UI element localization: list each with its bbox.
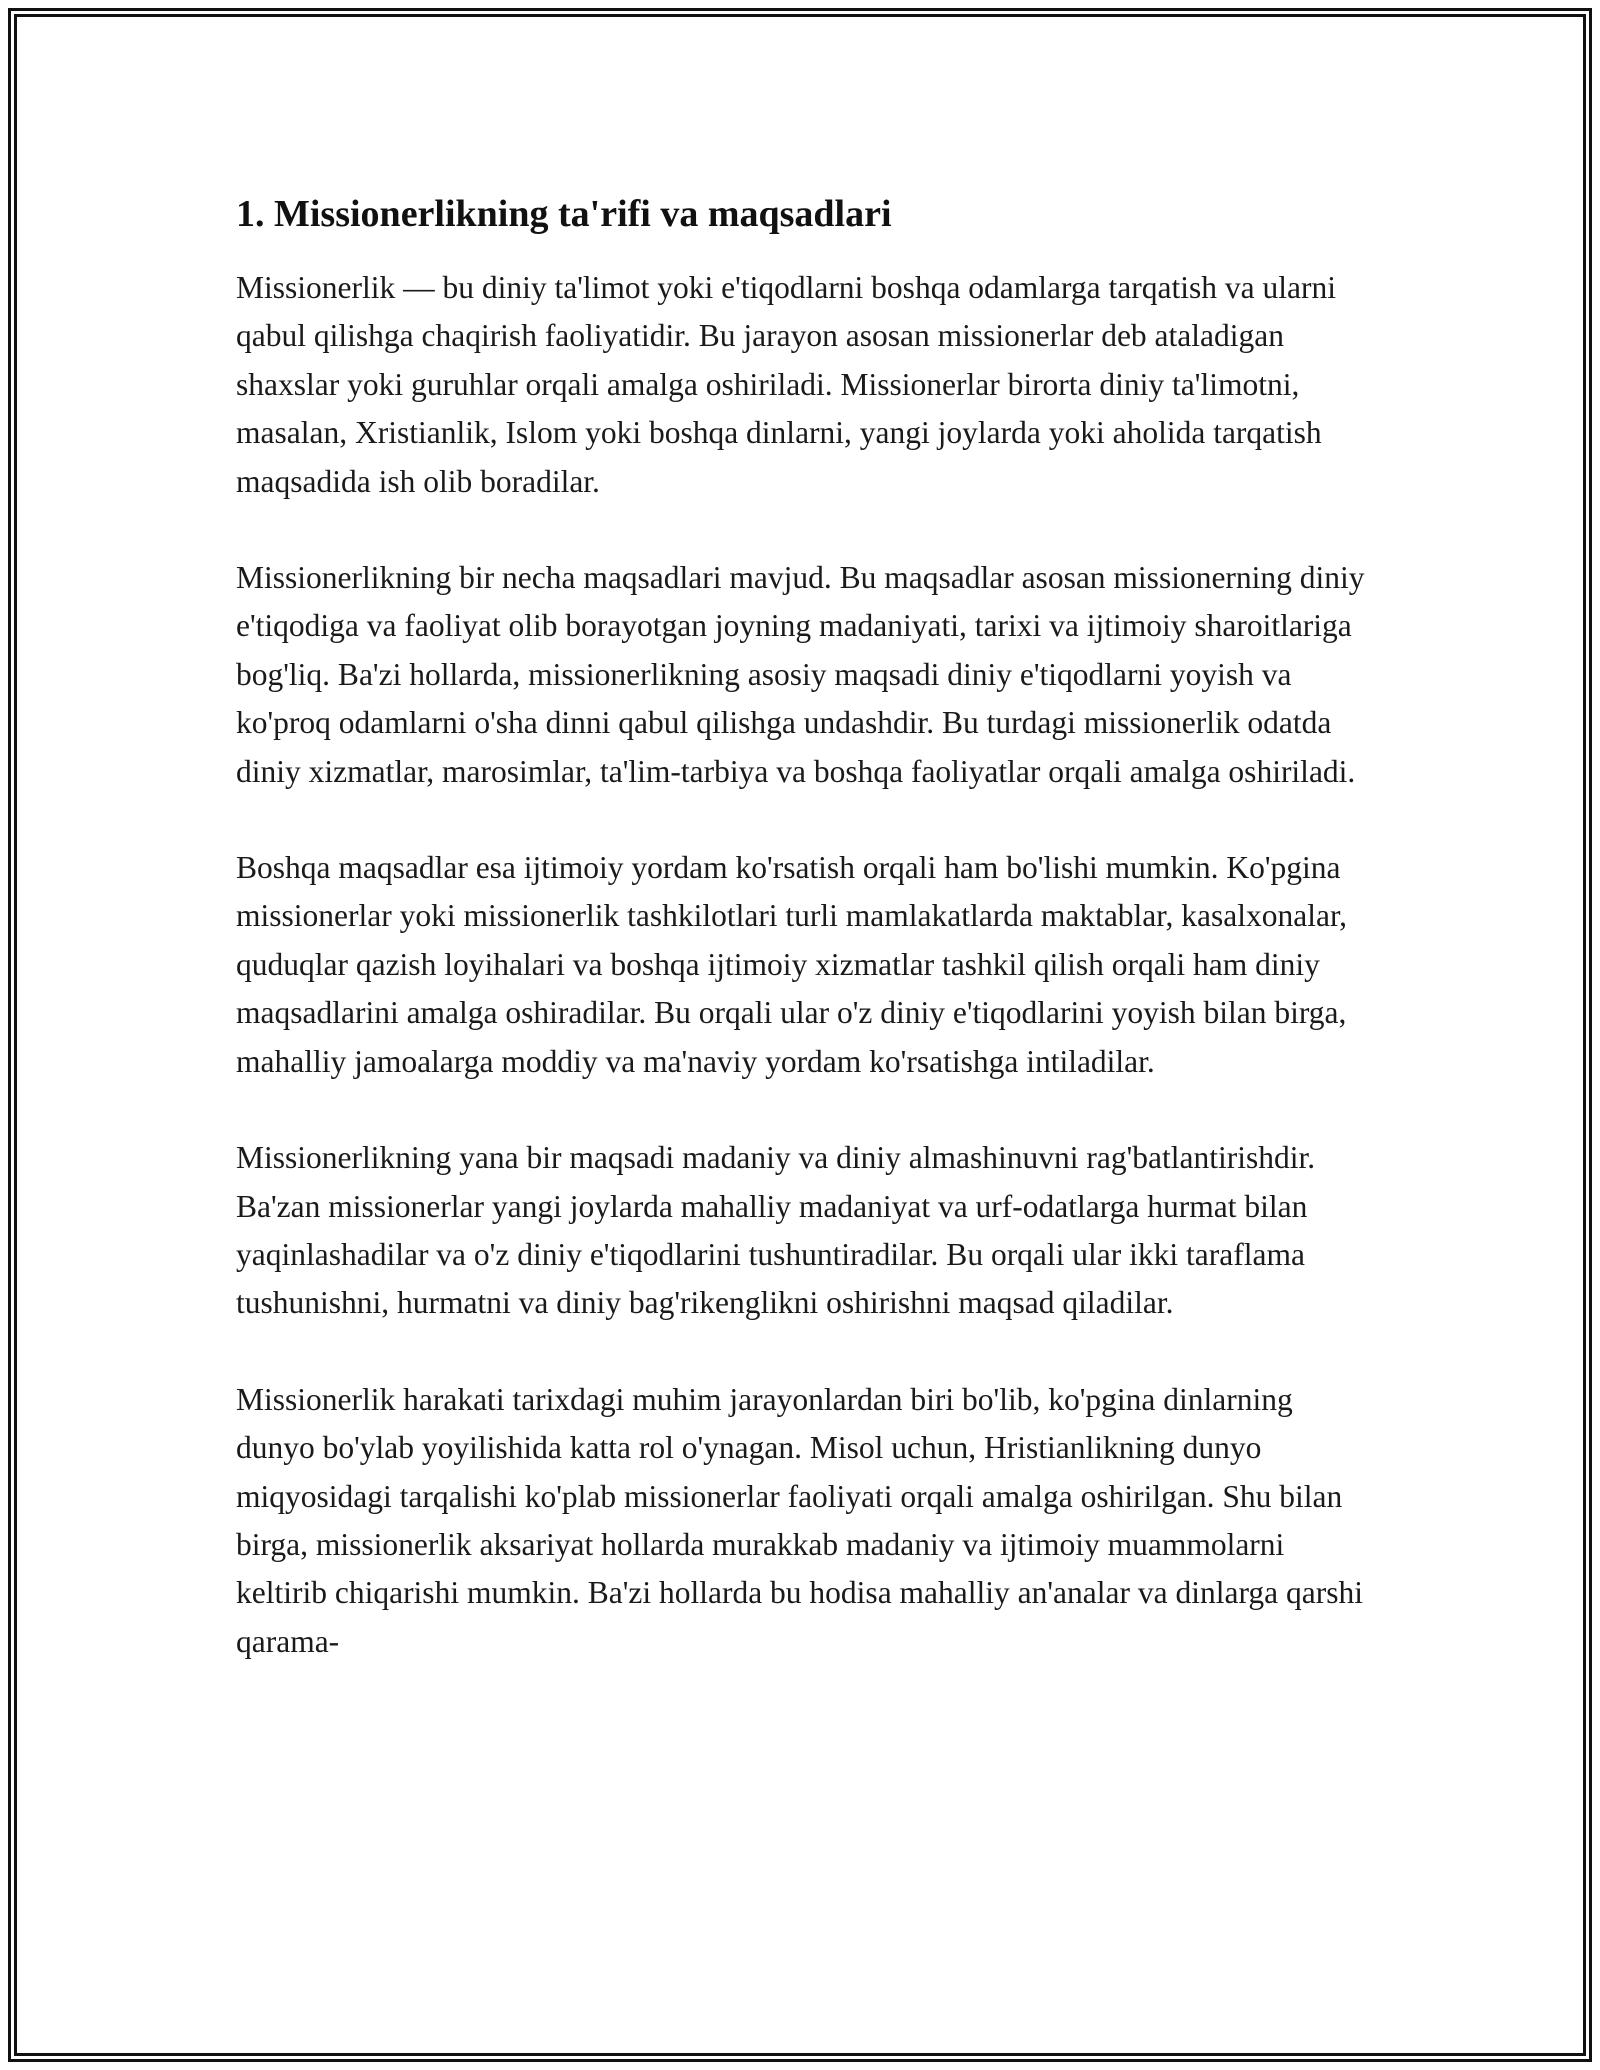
section-heading: 1. Missionerlikning ta'rifi va maqsadlari (236, 193, 892, 235)
paragraph-history: Missionerlik harakati tarixdagi muhim jarayonlardan biri bo'lib, ko'pgina dinlarning dunyo bo'ylab yoyilishida katta rol o'ynagan. Misol uchun, Hristianlikning dunyo miqyosidagi tarqalishi ko'plab missionerlar faoliyati orqali amalga oshirilgan. Shu bilan birga, missionerlik aksariyat hollarda murakkab madaniy va ijtimoiy muammolarni keltirib chiqarishi mumkin. Ba'zi hollarda bu hodisa mahalliy an'analar va dinlarga qarshi qarama- (236, 1381, 1363, 1659)
paragraph-goals: Missionerlikning bir necha maqsadlari mavjud. Bu maqsadlar asosan missionerning diniy e'tiqodiga va faoliyat olib borayotgan joyning madaniyati, tarixi va ijtimoiy sharoitlariga bog'liq. Ba'zi hollarda, missionerlikning asosiy maqsadi diniy e'tiqodlarni yoyish va ko'proq odamlarni o'sha dinni qabul qilishga undashdir. Bu turdagi missionerlik odatda diniy xizmatlar, marosimlar, ta'lim-tarbiya va boshqa faoliyatlar orqali amalga oshiriladi. (236, 560, 1365, 789)
paragraph-definition: Missionerlik — bu diniy ta'limot yoki e'tiqodlarni boshqa odamlarga tarqatish va ularni qabul qilishga chaqirish faoliyatidir. Bu jarayon asosan missionerlar deb ataladigan shaxslar yoki guruhlar orqali amalga oshiriladi. Missionerlar birorta diniy ta'limotni, masalan, Xristianlik, Islom yoki boshqa dinlarni, yangi joylarda yoki aholida tarqatish maqsadida ish olib boradilar. (236, 270, 1336, 499)
document-body (236, 186, 1378, 1714)
paragraph-social-aid: Boshqa maqsadlar esa ijtimoiy yordam ko'rsatish orqali ham bo'lishi mumkin. Ko'pgina missionerlar yoki missionerlik tashkilotlari turli mamlakatlarda maktablar, kasalxonalar, quduqlar qazish loyihalari va boshqa ijtimoiy xizmatlar tashkil qilish orqali ham diniy maqsadlarini amalga oshiradilar. Bu orqali ular o'z diniy e'tiqodlarini yoyish bilan birga, mahalliy jamoalarga moddiy va ma'naviy yordam ko'rsatishga intiladilar. (236, 850, 1348, 1079)
paragraph-cultural-exchange: Missionerlikning yana bir maqsadi madaniy va diniy almashinuvni rag'batlantirishdir. Ba'zan missionerlar yangi joylarda mahalliy madaniyat va urf-odatlarga hurmat bilan yaqinlashadilar va o'z diniy e'tiqodlarini tushuntiradilar. Bu orqali ular ikki taraflama tushunishni, hurmatni va diniy bag'rikenglikni oshirishni maqsad qiladilar. (236, 1140, 1316, 1321)
